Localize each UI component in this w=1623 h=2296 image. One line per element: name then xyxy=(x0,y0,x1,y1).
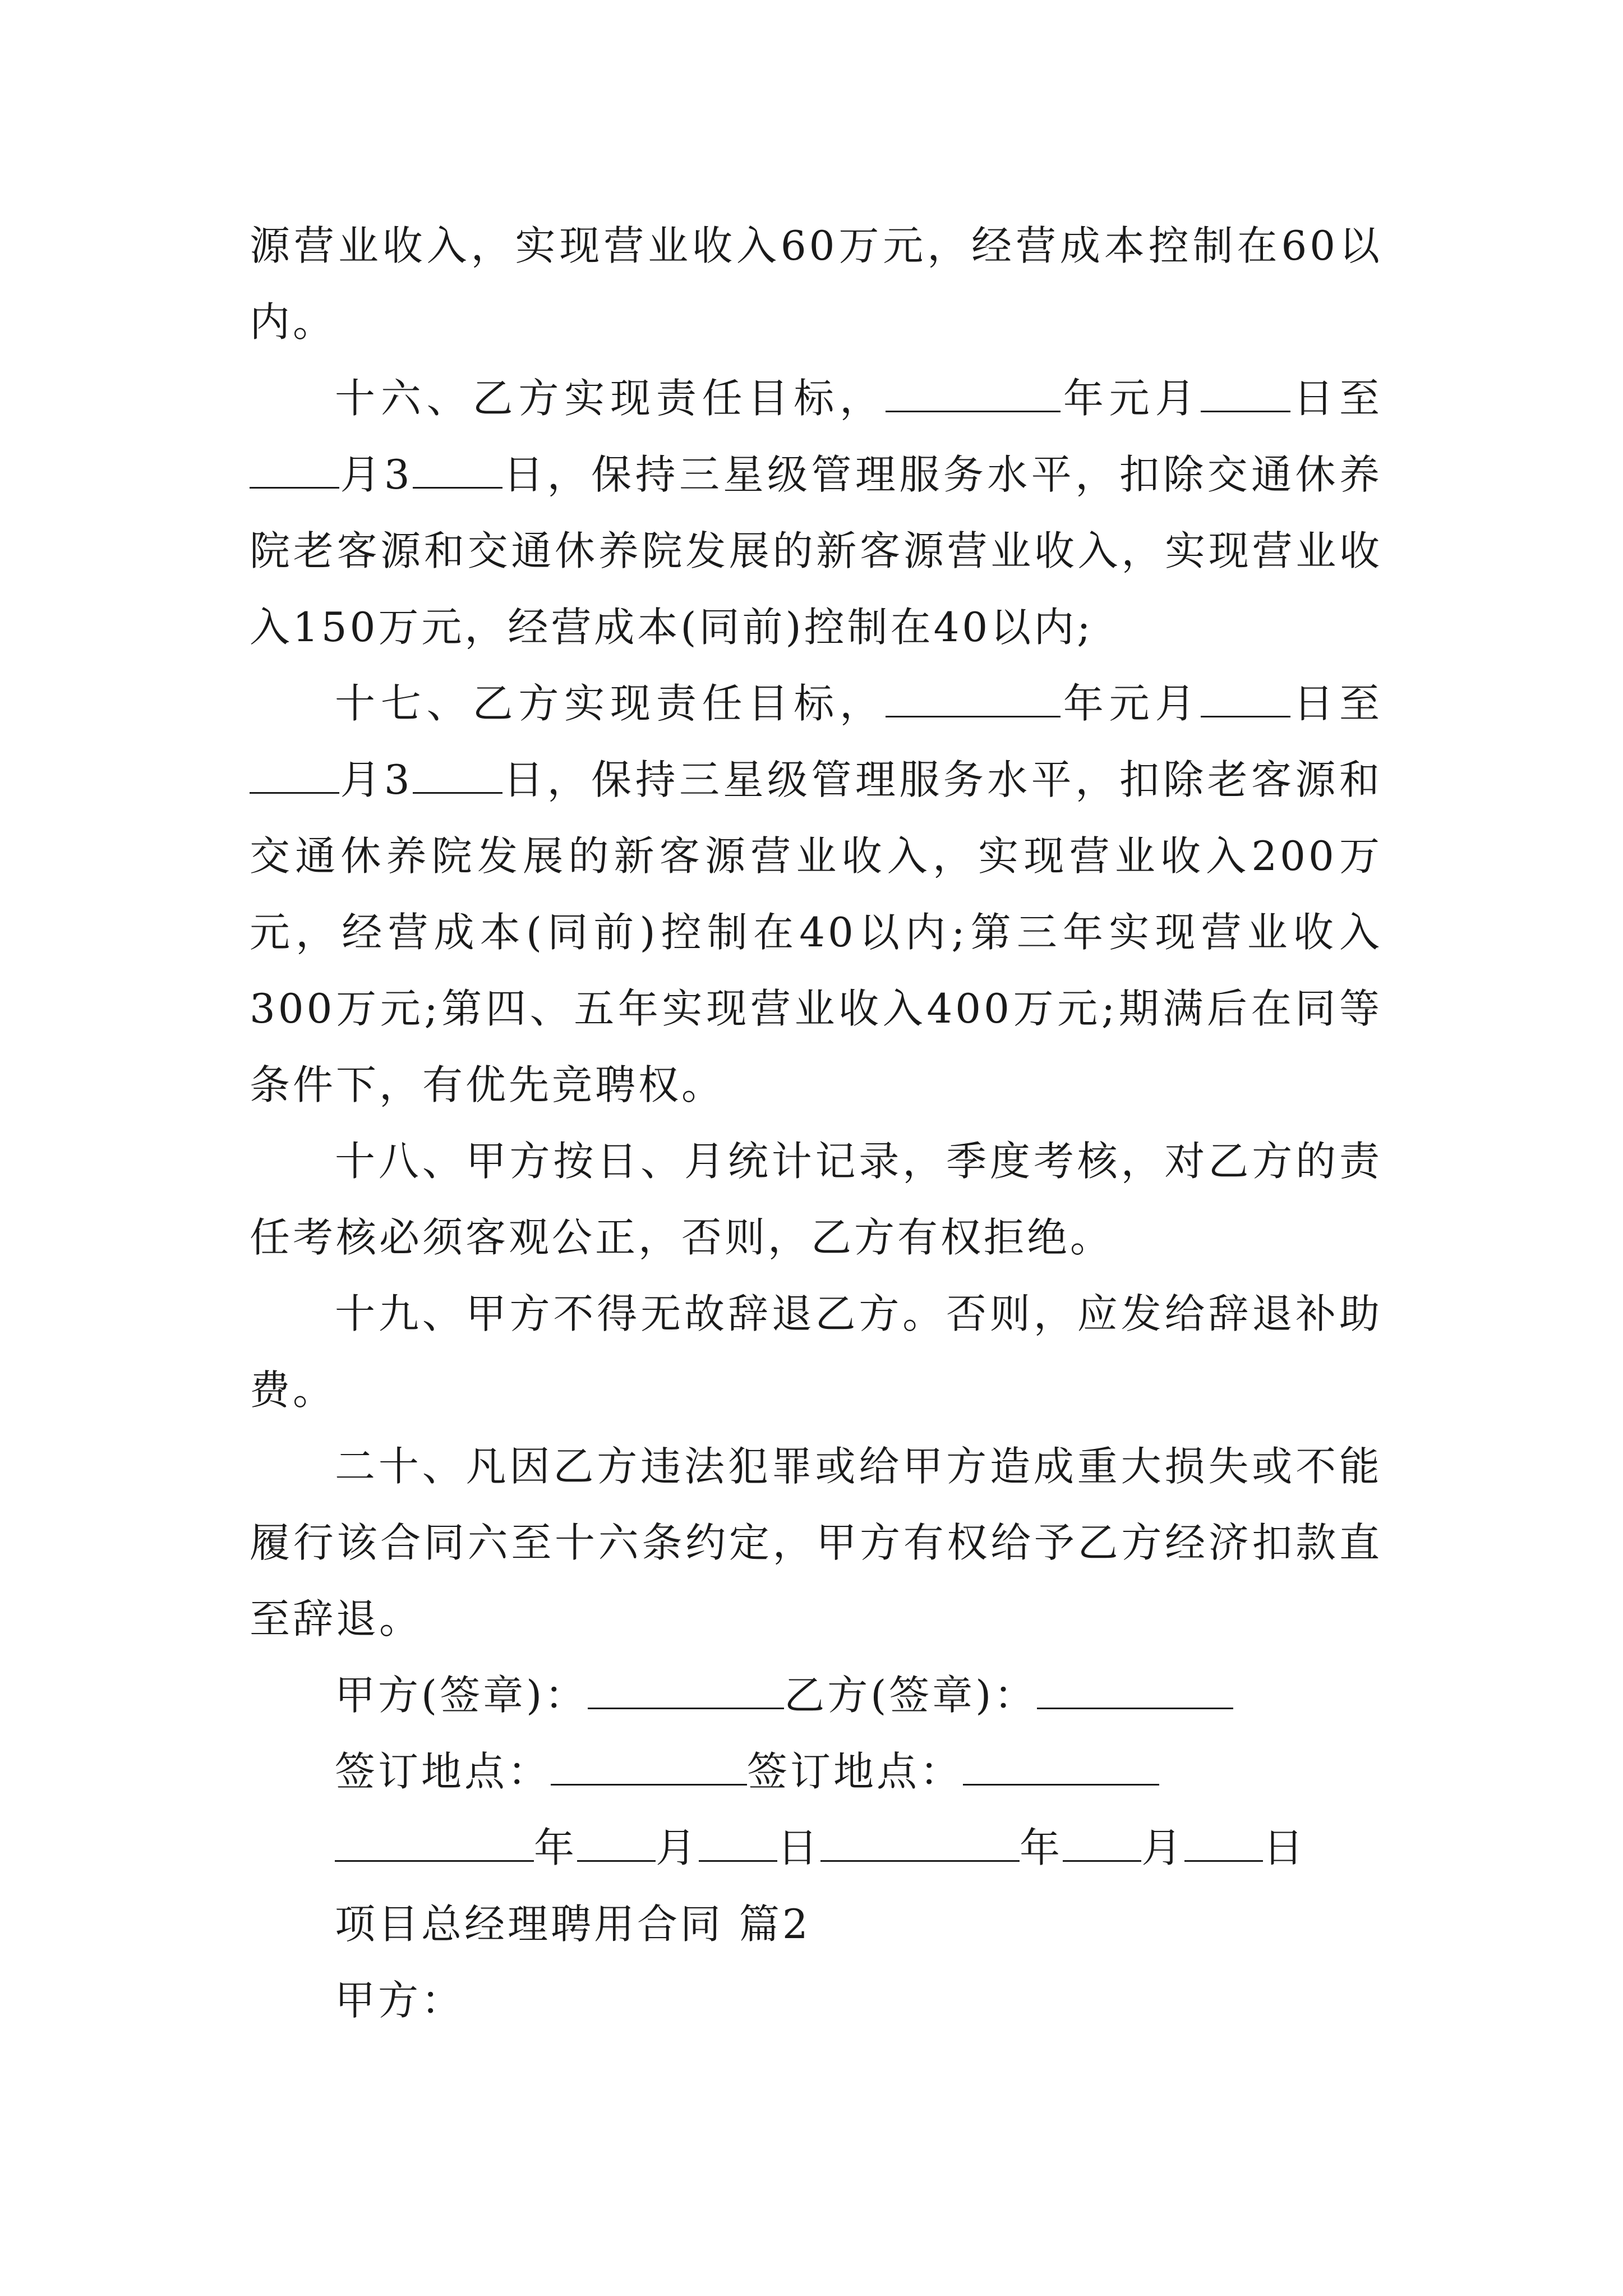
clause-17-body: 日，保持三星级管理服务水平，扣除老客源和交通休养院发展的新客源营业收入，实现营业收入200万元，经营成本(同前)控制在40以内;第三年实现营业收入300万元;第四、五年实现营业收入400万元;期满后在同等条件下，有优先竞聘权。 xyxy=(250,756,1382,1108)
clause-20: 二十、凡因乙方违法犯罪或给甲方造成重大损失或不能履行该合同六至十六条约定，甲方有权给予乙方经济扣款直至辞退。 xyxy=(250,1443,1382,1642)
blank-line xyxy=(699,1826,777,1862)
clause-17 xyxy=(250,665,1382,1123)
clause-16-intro: 十六、乙方实现责任目标， xyxy=(335,375,886,422)
signature-line xyxy=(250,1657,1382,1733)
blank-line xyxy=(250,758,339,794)
blank-line xyxy=(413,453,502,489)
next-contract-title: 项目总经理聘用合同 篇2 xyxy=(335,1901,811,1948)
document-body xyxy=(250,208,1382,2039)
signing-place-line xyxy=(250,1733,1382,1810)
blank-line xyxy=(1037,1674,1233,1709)
date-day-label: 日 xyxy=(777,1824,821,1871)
clause-17-year-month: 年元月 xyxy=(1060,680,1201,727)
signing-date-line xyxy=(250,1810,1382,1886)
blank-line xyxy=(963,1750,1159,1786)
place-b-label: 签订地点： xyxy=(747,1748,963,1795)
blank-line xyxy=(577,1826,656,1862)
blank-line xyxy=(551,1750,747,1786)
date-year-label: 年 xyxy=(1020,1824,1063,1871)
party-b-seal-label: 乙方(签章)： xyxy=(784,1672,1038,1719)
clause-16-year-month: 年元月 xyxy=(1060,375,1201,422)
blank-line xyxy=(335,1826,534,1862)
blank-line xyxy=(1184,1826,1263,1862)
place-a-label: 签订地点： xyxy=(335,1748,551,1795)
clause-16-to: 日至 xyxy=(1290,375,1382,422)
date-month-label: 月 xyxy=(656,1824,699,1871)
clause-19: 十九、甲方不得无故辞退乙方。否则，应发给辞退补助费。 xyxy=(250,1290,1382,1414)
clause-16-month: 月3 xyxy=(339,451,413,498)
blank-line xyxy=(1201,377,1290,412)
blank-line xyxy=(1201,682,1290,717)
date-day-label: 日 xyxy=(1263,1824,1307,1871)
date-year-label: 年 xyxy=(534,1824,578,1871)
clause-18: 十八、甲方按日、月统计记录，季度考核，对乙方的责任考核必须客观公正，否则，乙方有权拒绝。 xyxy=(250,1138,1382,1261)
blank-line xyxy=(820,1826,1020,1862)
blank-line xyxy=(886,682,1061,717)
paragraph-continuation: 源营业收入，实现营业收入60万元，经营成本控制在60以内。 xyxy=(250,222,1382,346)
party-a-seal-label: 甲方(签章)： xyxy=(335,1672,588,1719)
next-contract-party-a: 甲方： xyxy=(335,1977,465,2024)
blank-line xyxy=(886,377,1061,412)
clause-17-to: 日至 xyxy=(1290,680,1382,727)
blank-line xyxy=(1063,1826,1141,1862)
clause-17-month: 月3 xyxy=(339,756,413,803)
clause-16-body: 日，保持三星级管理服务水平，扣除交通休养院老客源和交通休养院发展的新客源营业收入，实现营业收入150万元，经营成本(同前)控制在40以内; xyxy=(250,451,1382,651)
blank-line xyxy=(250,453,339,489)
clause-16 xyxy=(250,360,1382,665)
clause-17-intro: 十七、乙方实现责任目标， xyxy=(335,680,886,727)
blank-line xyxy=(588,1674,784,1709)
blank-line xyxy=(413,758,502,794)
date-month-label: 月 xyxy=(1141,1824,1185,1871)
